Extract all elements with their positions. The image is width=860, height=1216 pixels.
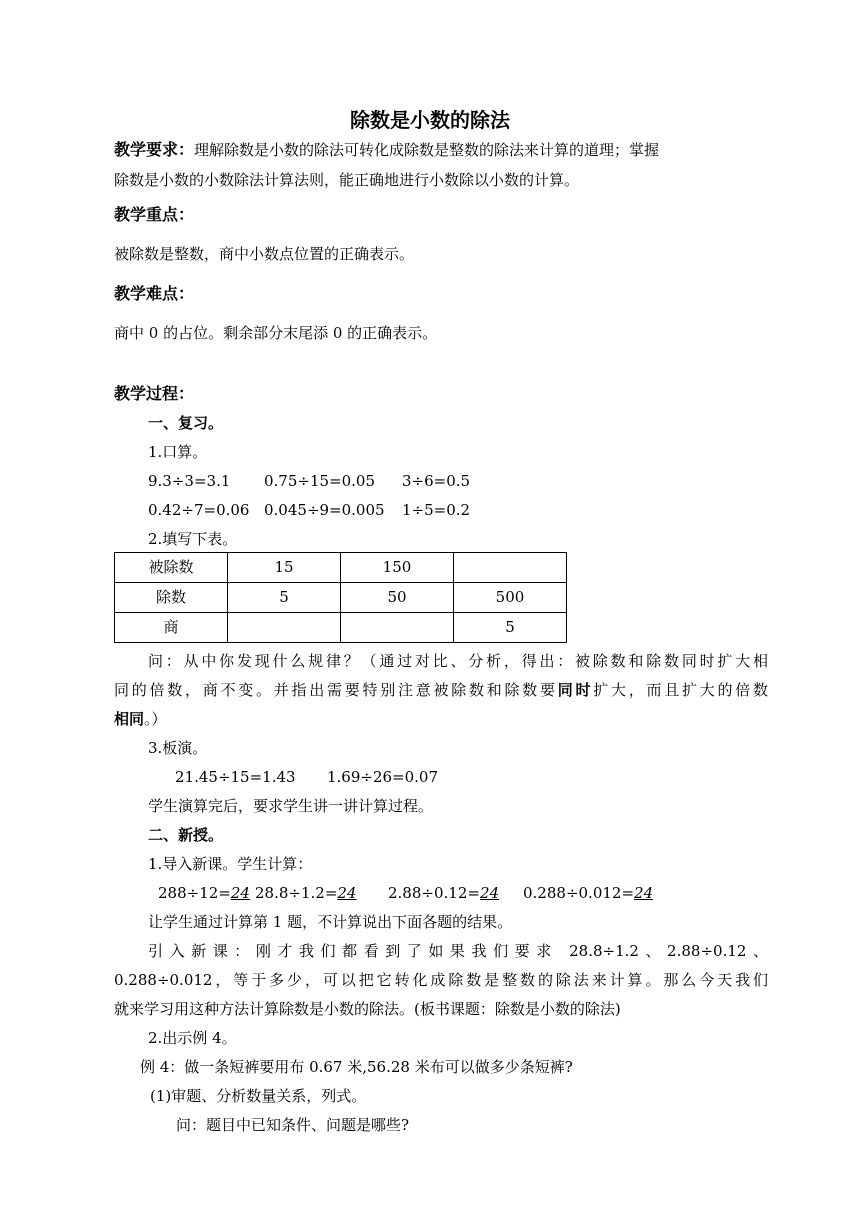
requirements-label: 教学要求： <box>114 140 195 159</box>
let-students-text: 让学生通过计算第 1 题，不计算说出下面各题的结果。 <box>148 913 513 931</box>
step-1-text: (1)审题、分析数量关系，列式。 <box>150 1087 367 1105</box>
question-line-2 <box>114 680 768 700</box>
table-cell <box>454 553 567 583</box>
table-cell: 50 <box>341 583 454 613</box>
calc-answer: 24 <box>634 884 654 902</box>
review-heading: 一、复习。 <box>148 414 224 432</box>
table-cell: 150 <box>341 553 454 583</box>
intro-line-3: 就来学习用这种方法计算除数是小数的除法。(板书课题：除数是小数的除法) <box>114 1000 621 1018</box>
table-cell <box>341 613 454 643</box>
emphasis-text: 同时 <box>557 681 594 699</box>
calc-expr: 2.88÷0.12= <box>388 884 480 902</box>
new-calc-1 <box>158 883 250 903</box>
calc-expr: 288÷12= <box>158 884 231 902</box>
question-line-1: 问：从中你发现什么规律？（通过对比、分析，得出：被除数和除数同时扩大相 <box>148 652 768 670</box>
table-row <box>115 583 567 613</box>
table-cell: 除数 <box>115 583 228 613</box>
key-point-label: 教学重点： <box>114 205 195 224</box>
document-title: 除数是小数的除法 <box>350 108 510 132</box>
question-line-3 <box>114 709 167 729</box>
table-cell: 5 <box>228 583 341 613</box>
example-4-text: 例 4：做一条短裤要用布 0.67 米,56.28 米布可以做多少条短裤? <box>140 1058 573 1076</box>
intro-line-1: 引入新课：刚才我们都看到了如果我们要求 28.8÷1.2、2.88÷0.12、 <box>148 942 768 960</box>
calc-expr: 28.8÷1.2= <box>255 884 338 902</box>
emphasis-text: 相同 <box>114 710 145 728</box>
new-calc-4 <box>523 883 653 903</box>
review-item-3: 3.板演。 <box>148 739 208 757</box>
requirements-line-1 <box>114 140 659 160</box>
oral-calc-6: 1÷5=0.2 <box>402 501 471 519</box>
calc-answer: 24 <box>230 884 250 902</box>
calc-answer: 24 <box>337 884 357 902</box>
review-item-2: 2.填写下表。 <box>148 530 238 548</box>
table-cell <box>228 613 341 643</box>
process-label: 教学过程： <box>114 384 195 403</box>
difficulty-label: 教学难点： <box>114 284 195 303</box>
table-cell: 500 <box>454 583 567 613</box>
new-heading: 二、新授。 <box>148 826 224 844</box>
new-item-2: 2.出示例 4。 <box>148 1029 237 1047</box>
requirements-text-1: 理解除数是小数的除法可转化成除数是整数的除法来计算的道理；掌握 <box>194 141 660 159</box>
table-row <box>115 613 567 643</box>
board-calc-2: 1.69÷26=0.07 <box>327 768 439 786</box>
table-cell: 15 <box>228 553 341 583</box>
question-text: 。） <box>144 710 167 728</box>
oral-calc-4: 0.42÷7=0.06 <box>148 501 250 519</box>
difficulty-text: 商中 0 的占位。剩余部分末尾添 0 的正确表示。 <box>114 324 438 342</box>
board-calc-1: 21.45÷15=1.43 <box>175 768 296 786</box>
new-calc-2 <box>255 883 356 903</box>
oral-calc-2: 0.75÷15=0.05 <box>264 472 376 490</box>
division-table <box>114 552 567 643</box>
new-item-1: 1.导入新课。学生计算： <box>148 855 313 873</box>
oral-calc-5: 0.045÷9=0.005 <box>264 501 385 519</box>
table-cell: 商 <box>115 613 228 643</box>
after-board-text: 学生演算完后，要求学生讲一讲计算过程。 <box>148 797 434 815</box>
review-item-1: 1.口算。 <box>148 443 208 461</box>
requirements-line-2: 除数是小数的小数除法计算法则，能正确地进行小数除以小数的计算。 <box>114 171 580 189</box>
calc-expr: 0.288÷0.012= <box>523 884 635 902</box>
intro-line-2: 0.288÷0.012，等于多少，可以把它转化成除数是整数的除法来计算。那么今天我们 <box>114 971 768 989</box>
oral-calc-3: 3÷6=0.5 <box>402 472 471 490</box>
oral-calc-1: 9.3÷3=3.1 <box>148 472 231 490</box>
new-calc-3 <box>388 883 499 903</box>
table-cell: 5 <box>454 613 567 643</box>
table-cell: 被除数 <box>115 553 228 583</box>
ask-text: 问：题目中已知条件、问题是哪些? <box>176 1116 410 1134</box>
key-point-text: 被除数是整数，商中小数点位置的正确表示。 <box>114 245 415 263</box>
calc-answer: 24 <box>479 884 500 902</box>
question-text: 同的倍数，商不变。并指出需要特别注意被除数和除数要 <box>114 681 558 699</box>
question-text: 扩大，而且扩大的倍数 <box>593 681 768 699</box>
table-row <box>115 553 567 583</box>
